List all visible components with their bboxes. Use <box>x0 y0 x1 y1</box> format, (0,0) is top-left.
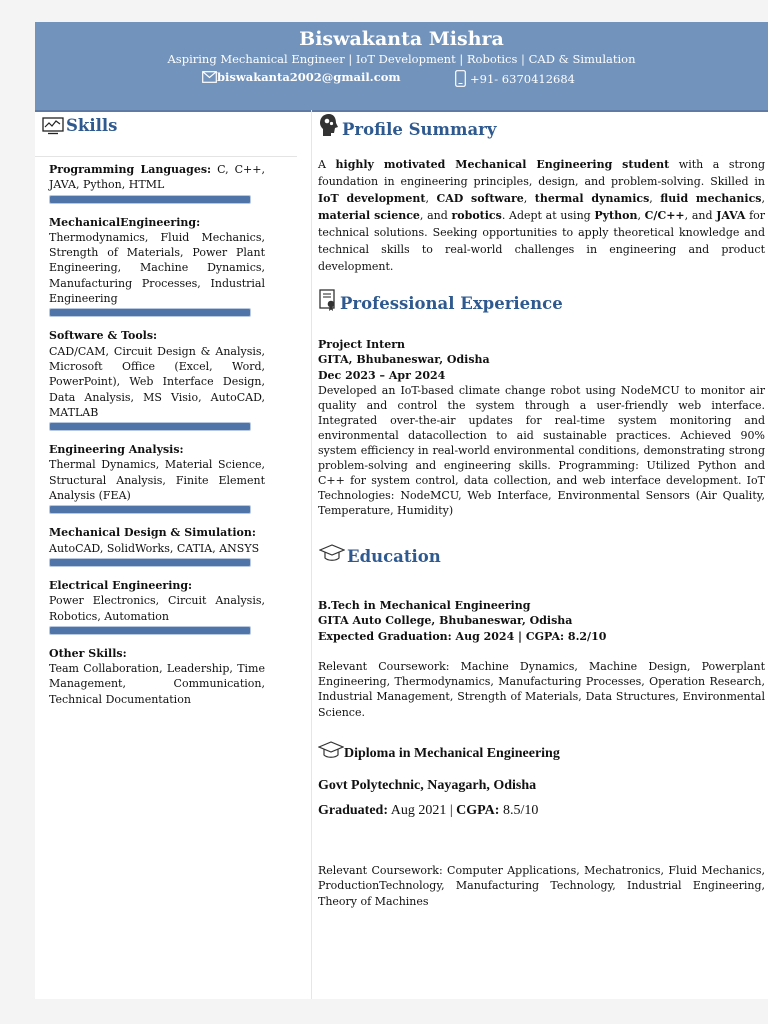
skill-values: C, C++, JAVA, Python, HTML <box>49 163 265 192</box>
experience-heading <box>319 288 563 313</box>
skill-group <box>49 162 265 204</box>
skill-text <box>49 525 265 556</box>
skills-rule <box>35 156 297 157</box>
diploma-coursework: Relevant Coursework: Computer Applications, Mechatronics, Fluid Mechanics, ProductionTechnology, Manufacturing Technology, Industrial Engineering, Theory of Machines <box>318 864 765 908</box>
diploma-entry <box>318 736 765 821</box>
diploma-degree: Diploma in Mechanical Engineering <box>344 746 560 761</box>
skill-values: CAD/CAM, Circuit Design & Analysis, Microsoft Office (Excel, Word, PowerPoint), Web Interface Design, Data Analysis, MS Visio, AutoCAD, MATLAB <box>49 344 265 419</box>
profile-highlight: thermal dynamics <box>534 192 650 205</box>
skills-list <box>49 162 265 718</box>
experience-description: Developed an IoT-based climate change robot using NodeMCU to monitor air quality and control the system through a user-friendly web interface. Integrated over-the-air updates for real-time system monitoring and environmental datacollection to aid sustainable practices. Achieved 90% system efficiency in real-world environmental conditions, demonstrating strong problem-solving and engineering skills. Programming: Utilized Python and C++ for system control, data collection, and web interface development. IoT Technologies: NodeMCU, Web Interface, Environmental Sensors (Air Quality, Temperature, Humidity) <box>318 383 765 517</box>
skill-bar <box>49 422 251 431</box>
profile-highlight: CAD software <box>436 192 524 205</box>
experience-dates: Dec 2023 – Apr 2024 <box>318 368 446 382</box>
profile-text: , <box>649 192 661 205</box>
profile-highlight: highly motivated Mechanical Engineering student <box>335 158 670 171</box>
skill-text <box>49 578 265 624</box>
skill-values: AutoCAD, SolidWorks, CATIA, ANSYS <box>49 541 260 555</box>
profile-highlight: JAVA <box>716 209 746 222</box>
candidate-name: Biswakanta Mishra <box>299 28 504 50</box>
profile-text: A <box>318 158 336 171</box>
profile-highlight: IoT development <box>318 192 426 205</box>
skill-values: Thermal Dynamics, Material Science, Structural Analysis, Finite Element Analysis (FEA) <box>49 458 265 503</box>
chart-icon <box>42 117 64 135</box>
graduation-cap-icon <box>318 741 344 759</box>
profile-text: , and <box>419 209 452 222</box>
skill-values: Thermodynamics, Fluid Mechanics, Strength of Materials, Power Plant Engineering, Machine Dynamics, Manufacturing Processes, Industrial Engineering <box>49 230 265 306</box>
skill-label: Mechanical Design & Simulation: <box>49 526 256 540</box>
profile-highlight: fluid mechanics <box>660 192 762 205</box>
skill-text <box>49 442 265 503</box>
skill-label: MechanicalEngineering: <box>49 215 201 229</box>
diploma-college: Govt Polytechnic, Nayagarh, Odisha <box>318 778 537 793</box>
btech-entry <box>318 598 765 720</box>
diploma-heading <box>318 736 765 764</box>
diploma-graduation <box>318 801 765 821</box>
cgpa-label: CGPA: <box>456 803 500 818</box>
email-contact[interactable] <box>202 70 401 84</box>
profile-highlight: robotics <box>451 209 502 222</box>
cgpa-value: 8.5/10 <box>499 803 539 818</box>
skill-text <box>49 646 265 707</box>
skill-group <box>49 646 265 707</box>
skill-group <box>49 442 265 514</box>
skill-group <box>49 215 265 318</box>
profile-text: , <box>425 192 437 205</box>
btech-coursework: Relevant Coursework: Machine Dynamics, Machine Design, Powerplant Engineering, Thermodynamics, Manufacturing Processes, Operation Research, Industrial Management, Strength of Materials, Data Structures, Environmental Science. <box>318 659 765 719</box>
skill-label: Programming Languages: <box>49 163 212 176</box>
skills-title: Skills <box>66 116 118 135</box>
skill-group <box>49 328 265 431</box>
experience-role: Project Intern <box>318 338 406 351</box>
btech-graduation: Expected Graduation: Aug 2024 | CGPA: 8.2/10 <box>318 629 607 643</box>
profile-highlight: Python <box>594 209 638 222</box>
profile-text: , <box>637 209 645 222</box>
skill-label: Electrical Engineering: <box>49 578 193 592</box>
skill-bar <box>49 626 251 635</box>
graduation-cap-icon <box>319 544 345 562</box>
experience-title: Professional Experience <box>340 294 563 313</box>
skill-text <box>49 162 265 193</box>
graduated-label: Graduated: <box>318 803 388 818</box>
profile-highlight: material science <box>318 209 420 222</box>
profile-text: , <box>523 192 535 205</box>
experience-org: GITA, Bhubaneswar, Odisha <box>318 353 490 367</box>
skills-heading <box>42 116 117 135</box>
profile-summary <box>318 156 765 275</box>
skill-group <box>49 525 265 567</box>
education-heading <box>319 539 441 566</box>
envelope-icon <box>202 71 217 83</box>
skill-values: Power Electronics, Circuit Analysis, Robotics, Automation <box>49 594 265 623</box>
skill-label: Software & Tools: <box>49 329 158 343</box>
profile-text: , <box>761 192 765 205</box>
experience-entry <box>318 337 765 518</box>
phone-icon <box>455 70 466 87</box>
profile-highlight: C/C++ <box>644 209 685 222</box>
profile-text: . Adept at using <box>501 209 595 222</box>
btech-degree: B.Tech in Mechanical Engineering <box>318 599 531 612</box>
skill-values: Team Collaboration, Leadership, Time Management, Communication, Technical Documentation <box>49 662 265 706</box>
profile-text: , and <box>684 209 717 222</box>
certificate-icon <box>319 289 338 312</box>
phone-contact[interactable] <box>455 70 575 87</box>
column-divider <box>311 110 312 999</box>
email-text: biswakanta2002@gmail.com <box>217 70 401 84</box>
profile-heading <box>319 110 496 139</box>
skill-label: Other Skills: <box>49 646 127 660</box>
resume-page <box>35 22 768 999</box>
head-gears-icon <box>319 113 340 137</box>
skill-label: Engineering Analysis: <box>49 443 184 457</box>
btech-college: GITA Auto College, Bhubaneswar, Odisha <box>318 614 573 628</box>
resume-header <box>35 22 768 112</box>
education-title: Education <box>347 547 441 566</box>
skill-group <box>49 578 265 635</box>
skill-text <box>49 328 265 420</box>
skill-text <box>49 215 265 307</box>
skill-bar <box>49 505 251 514</box>
profile-title: Profile Summary <box>342 120 497 139</box>
skill-bar <box>49 558 251 567</box>
graduated-date: Aug 2021 | <box>388 803 457 818</box>
skill-bar <box>49 195 251 204</box>
profile-text: with a strong foundation in engineering principles, design, and problem-solving. Skilled in <box>318 158 765 188</box>
candidate-tagline: Aspiring Mechanical Engineer | IoT Development | Robotics | CAD & Simulation <box>167 52 636 66</box>
profile-text: for technical solutions. Seeking opportunities to apply theoretical knowledge and technical skills to real-world challenges in engineering and product development. <box>318 209 766 273</box>
phone-text: +91- 6370412684 <box>470 71 575 86</box>
skill-bar <box>49 308 251 317</box>
